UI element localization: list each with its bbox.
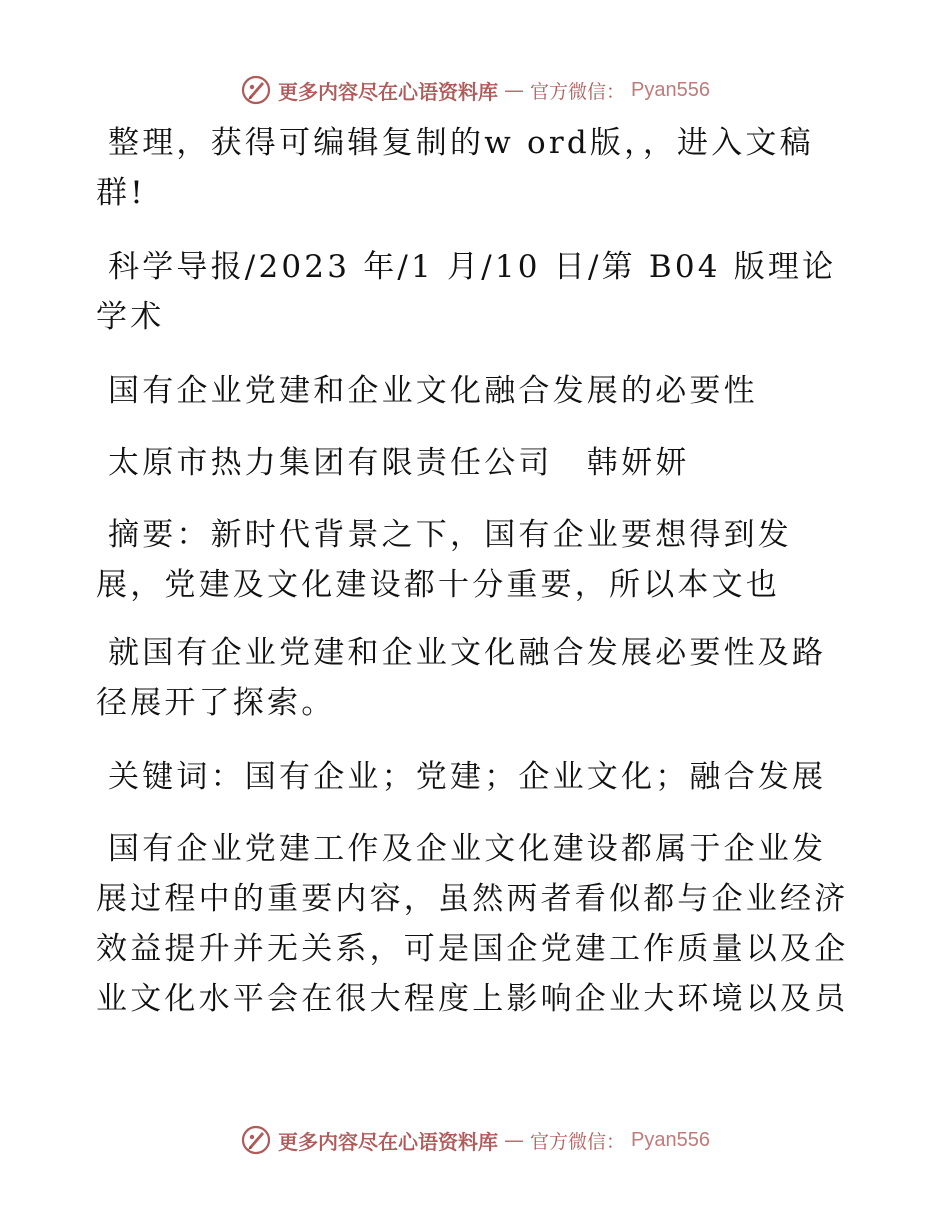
- body-paragraph: 国有企业党建工作及企业文化建设都属于企业发展过程中的重要内容，虽然两者看似都与企业经济效益提升并无关系，可是国企党建工作质量以及企业文化水平会在很大程度上影响企业大环境以及员: [96, 831, 849, 1017]
- document-body: [96, 118, 856, 1048]
- watermark-wechat-id: Pyan556: [631, 1128, 710, 1151]
- watermark-dash: —: [504, 1128, 524, 1152]
- quill-pen-logo-icon: [240, 74, 272, 106]
- watermark-wechat-label: 官方微信：: [530, 80, 626, 103]
- paragraph-intro-note: 整理，获得可编辑复制的w ord版，，进入文稿群!: [96, 125, 814, 211]
- quill-pen-logo-icon: [240, 1124, 272, 1156]
- article-author: 太原市热力集团有限责任公司 韩妍妍: [108, 445, 690, 481]
- watermark-wechat-label: 官方微信：: [530, 1130, 626, 1153]
- watermark-header: [0, 70, 950, 110]
- abstract-line-1: 摘要：新时代背景之下，国有企业要想得到发展，党建及文化建设都十分重要，所以本文也: [96, 517, 792, 603]
- watermark-wechat-id: Pyan556: [631, 78, 710, 101]
- article-title: 国有企业党建和企业文化融合发展的必要性: [108, 373, 758, 409]
- keywords: 关键词：国有企业；党建；企业文化；融合发展: [108, 759, 827, 795]
- watermark-footer: [0, 1120, 950, 1160]
- abstract-line-2: 就国有企业党建和企业文化融合发展必要性及路径展开了探索。: [96, 635, 827, 721]
- paragraph-source-citation: 科学导报/2023 年/1 月/10 日/第 B04 版理论学术: [96, 249, 837, 335]
- watermark-dash: —: [504, 78, 524, 102]
- watermark-brand-text: 更多内容尽在心语资料库: [278, 1129, 498, 1154]
- watermark-brand-text: 更多内容尽在心语资料库: [278, 79, 498, 104]
